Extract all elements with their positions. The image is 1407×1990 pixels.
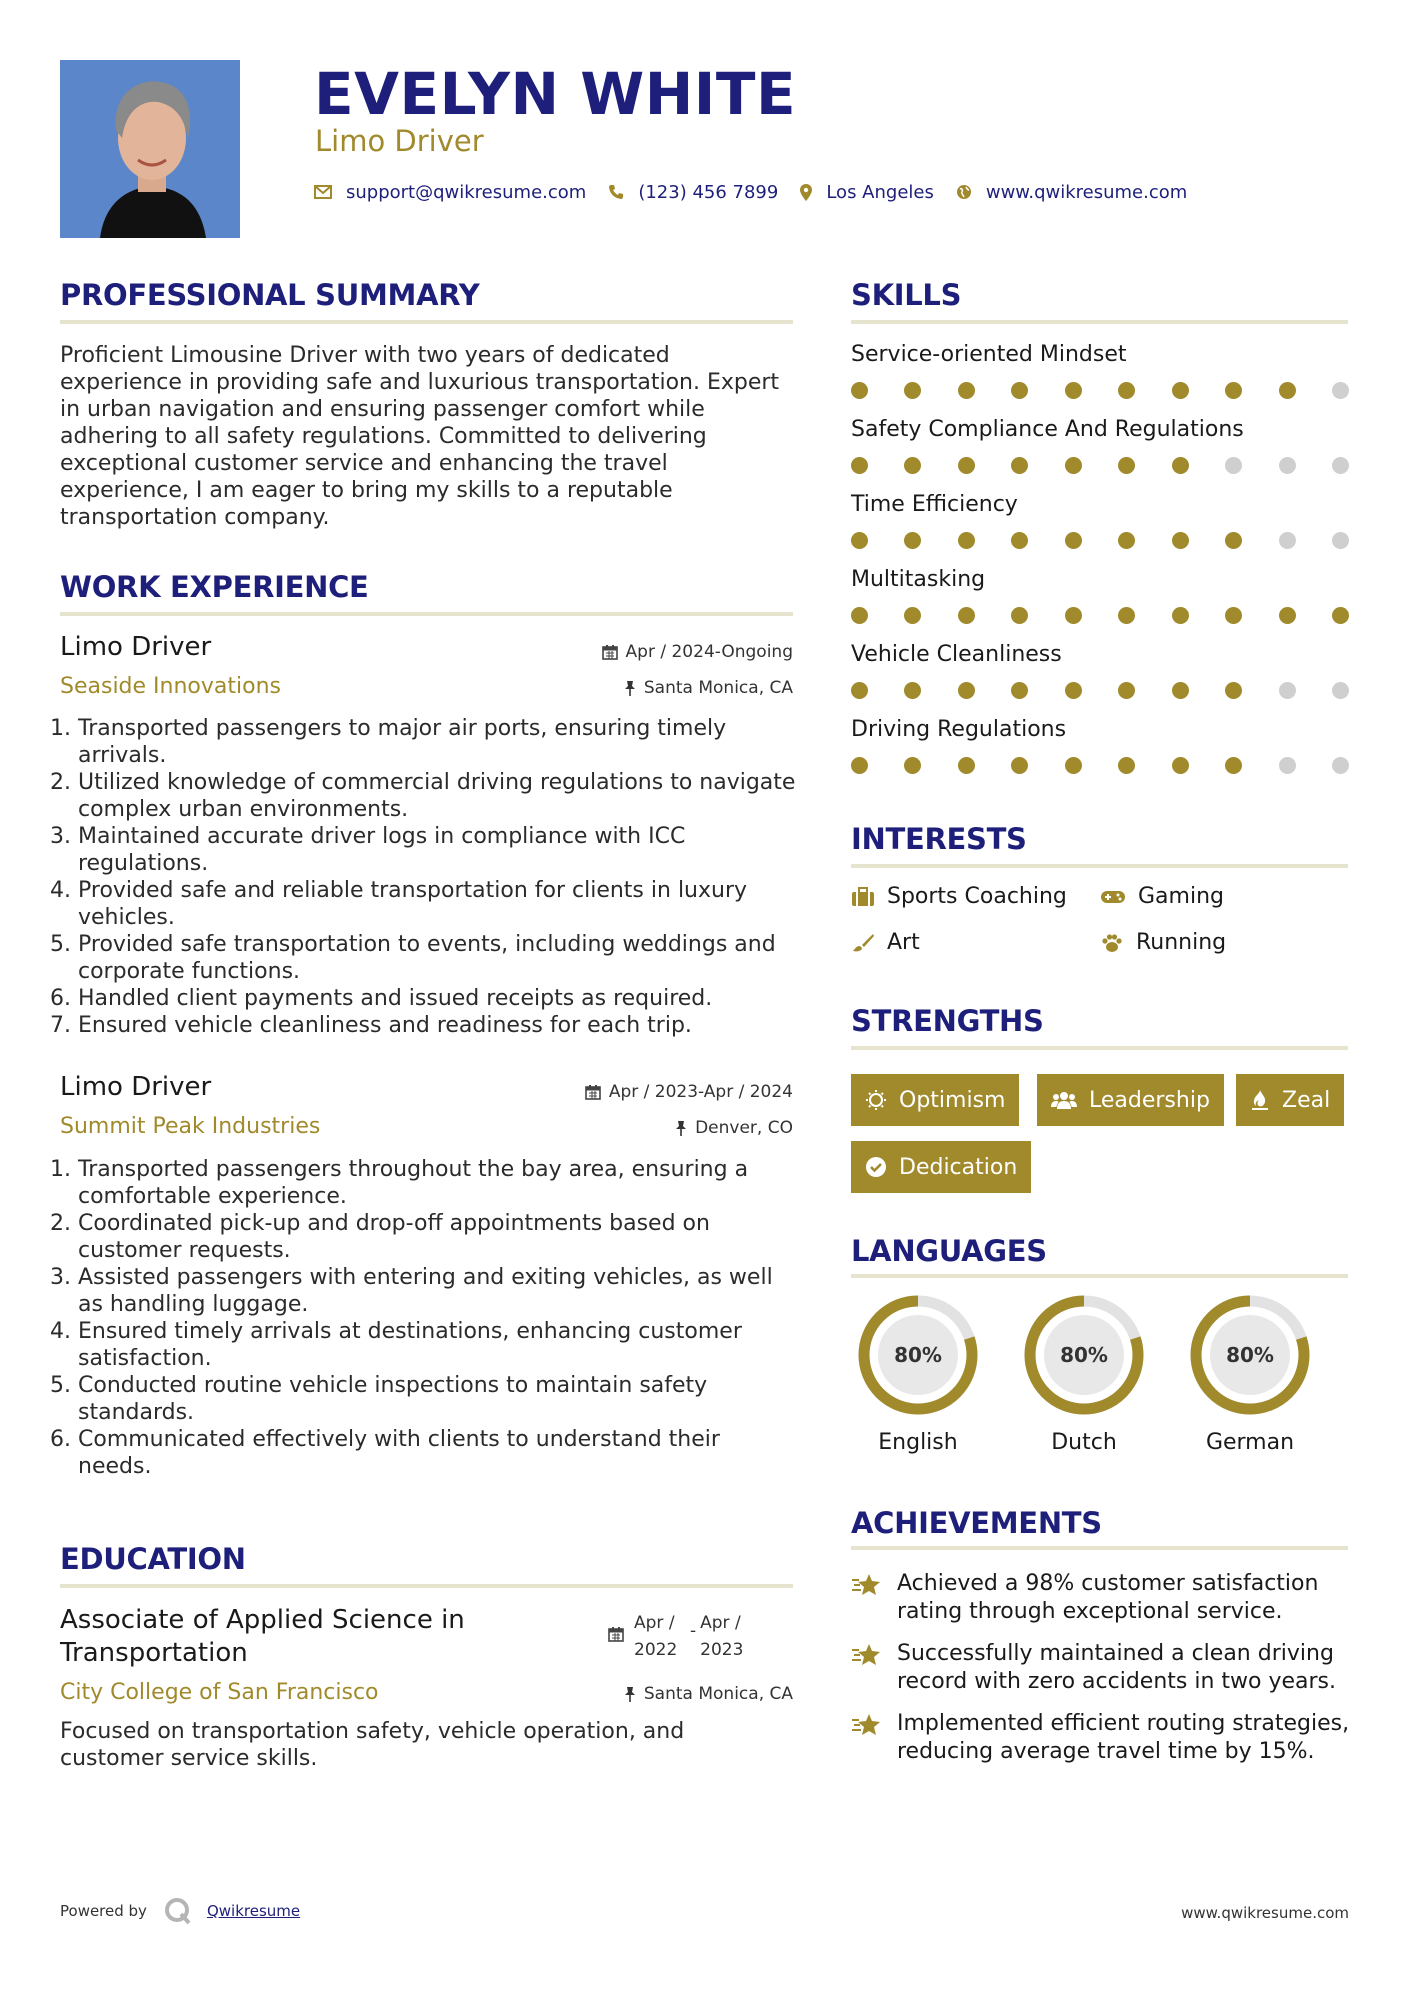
skill-rating [851,757,1349,775]
rating-dot-filled [1225,682,1242,699]
skills-rule [851,320,1348,324]
list-item: 4. Provided safe and reliable transportation for clients in luxury vehicles. [78,877,800,931]
job-location [60,1118,793,1138]
skills-heading: SKILLS [851,278,962,312]
rating-dot-empty [1332,382,1349,399]
list-item: 6. Communicated effectively with clients to understand their needs. [78,1426,800,1480]
rating-dot-filled [1065,532,1082,549]
languages-heading: LANGUAGES [851,1234,1047,1268]
job-bullets [60,715,800,1039]
rating-dot-empty [1279,457,1296,474]
achievement-item [851,1710,1351,1766]
rating-dot-filled [1011,532,1028,549]
education-description: Focused on transportation safety, vehicle operation, and customer service skills. [60,1719,685,1771]
contact-location [800,182,934,203]
job-company: Summit Peak Industries [60,1114,321,1139]
list-item: 2. Utilized knowledge of commercial driving regulations to navigate complex urban environments. [78,769,800,823]
strength-label: Dedication [899,1154,1018,1180]
language-gauge [848,1292,988,1422]
location-text: Los Angeles [826,181,934,203]
rating-dot-filled [1172,757,1189,774]
education-date-start: Apr / 2022 [634,1613,678,1660]
profile-photo [60,60,240,238]
rating-dot-filled [1225,382,1242,399]
star-icon [851,1642,883,1668]
qwikresume-logo-icon [163,1896,193,1926]
rating-dot-filled [1011,682,1028,699]
rating-dot-filled [851,457,868,474]
skill-rating [851,607,1349,625]
map-pin-icon [800,184,812,201]
rating-dot-filled [1172,607,1189,624]
experience-rule [60,612,793,616]
strengths-heading: STRENGTHS [851,1004,1044,1038]
rating-dot-filled [851,757,868,774]
rating-dot-filled [1225,607,1242,624]
rating-dot-filled [1118,457,1135,474]
achievements-heading: ACHIEVEMENTS [851,1506,1102,1540]
rating-dot-empty [1225,457,1242,474]
interest-item [851,884,1067,909]
list-item: 6. Handled client payments and issued receipts as required. [78,985,800,1012]
interest-item [1100,884,1224,909]
rating-dot-filled [1172,532,1189,549]
rating-dot-empty [1279,682,1296,699]
job-location-text: Denver, CO [695,1118,793,1138]
skill-name: Service-oriented Mindset [851,342,1127,367]
skill-name: Safety Compliance And Regulations [851,417,1244,442]
skill-rating [851,682,1349,700]
rating-dot-filled [1011,382,1028,399]
briefcase-icon [851,887,875,907]
skill-rating [851,382,1349,400]
rating-dot-filled [904,757,921,774]
calendar-icon [585,1084,601,1100]
contact-bar [314,180,1209,204]
rating-dot-empty [1279,757,1296,774]
strength-label: Zeal [1282,1087,1331,1113]
rating-dot-filled [904,457,921,474]
star-icon [851,1572,883,1598]
rating-dot-filled [851,532,868,549]
qwikresume-link[interactable]: Qwikresume [206,1902,301,1920]
language-percent: 80% [1226,1343,1274,1367]
rating-dot-filled [1011,607,1028,624]
education-date-end: Apr / 2023 [700,1613,744,1660]
strength-tag [1236,1074,1344,1126]
interest-label: Sports Coaching [887,884,1067,909]
rating-dot-filled [904,607,921,624]
rating-dot-filled [1118,682,1135,699]
sun-icon [865,1089,887,1111]
list-item: 1. Transported passengers throughout the bay area, ensuring a comfortable experience. [78,1156,800,1210]
website-text: www.qwikresume.com [985,181,1188,203]
language-ring [1187,1292,1313,1418]
skill-rating [851,457,1349,475]
list-item: 4. Ensured timely arrivals at destinations, enhancing customer satisfaction. [78,1318,800,1372]
education-rule [60,1584,793,1588]
education-school: City College of San Francisco [60,1680,379,1705]
calendar-icon [608,1626,624,1642]
summary-rule [60,320,793,324]
education-location [60,1684,793,1704]
list-item: 7. Ensured vehicle cleanliness and readiness for each trip. [78,1012,800,1039]
rating-dot-filled [851,607,868,624]
rating-dot-empty [1332,757,1349,774]
rating-dot-filled [958,457,975,474]
phone-icon [608,184,624,200]
candidate-name: EVELYN WHITE [314,60,797,128]
rating-dot-filled [958,682,975,699]
rating-dot-filled [1172,682,1189,699]
interest-label: Running [1136,930,1227,955]
skill-rating [851,532,1349,550]
job-location-text: Santa Monica, CA [643,678,793,698]
strength-tag [851,1141,1031,1193]
users-icon [1051,1090,1077,1110]
email-text: support@qwikresume.com [346,181,587,203]
rating-dot-filled [1011,757,1028,774]
job-dates-text: Apr / 2024-Ongoing [625,642,793,662]
list-item: 2. Coordinated pick-up and drop-off appointments based on customer requests. [78,1210,800,1264]
rating-dot-filled [1065,682,1082,699]
footer-powered-by [60,1896,300,1926]
rating-dot-filled [904,382,921,399]
language-ring [1021,1292,1147,1418]
language-percent: 80% [1060,1343,1108,1367]
language-name: German [1205,1430,1295,1455]
strengths-rule [851,1046,1348,1050]
rating-dot-filled [958,382,975,399]
rating-dot-filled [1011,457,1028,474]
pushpin-icon [675,1120,687,1136]
language-ring [855,1292,981,1418]
calendar-icon [602,644,618,660]
candidate-title: Limo Driver [315,124,484,158]
language-gauge [1180,1292,1320,1422]
interests-heading: INTERESTS [851,822,1027,856]
fire-icon [1250,1089,1270,1111]
interest-item [851,930,920,955]
rating-dot-filled [1065,757,1082,774]
language-percent: 80% [894,1343,942,1367]
job-dates-text: Apr / 2023-Apr / 2024 [608,1082,793,1102]
rating-dot-filled [904,532,921,549]
rating-dot-filled [1118,382,1135,399]
rating-dot-filled [851,682,868,699]
contact-email[interactable] [314,182,586,203]
achievement-text: Implemented efficient routing strategies, reducing average travel time by 15%. [897,1711,1350,1764]
rating-dot-filled [1065,607,1082,624]
languages-rule [851,1274,1348,1278]
rating-dot-filled [851,382,868,399]
strength-tag [1037,1074,1224,1126]
education-heading: EDUCATION [60,1542,246,1576]
skill-name: Driving Regulations [851,717,1067,742]
rating-dot-filled [1065,457,1082,474]
education-degree: Associate of Applied Science in Transportation [60,1605,465,1668]
interest-label: Art [887,930,920,955]
brush-icon [851,933,875,953]
rating-dot-filled [1118,757,1135,774]
summary-heading: PROFESSIONAL SUMMARY [60,278,480,312]
footer-site[interactable]: www.qwikresume.com [1181,1904,1349,1922]
rating-dot-filled [904,682,921,699]
rating-dot-filled [1172,382,1189,399]
job-dates [60,1082,793,1102]
interests-rule [851,864,1348,868]
skill-name: Multitasking [851,567,986,592]
education-date-sep: - [690,1621,697,1641]
rating-dot-filled [958,532,975,549]
strength-tag [851,1074,1019,1126]
rating-dot-empty [1279,532,1296,549]
globe-icon [956,184,972,200]
powered-by-text: Powered by [60,1902,147,1920]
education-location-text: Santa Monica, CA [643,1684,793,1704]
pushpin-icon [624,680,636,696]
check-circle-icon [865,1156,887,1178]
rating-dot-empty [1332,457,1349,474]
rating-dot-filled [1118,607,1135,624]
strength-label: Optimism [899,1087,1006,1113]
skill-name: Vehicle Cleanliness [851,642,1062,667]
job-bullets [60,1156,800,1480]
list-item: 3. Assisted passengers with entering and exiting vehicles, as well as handling luggage. [78,1264,800,1318]
achievement-text: Achieved a 98% customer satisfaction rating through exceptional service. [897,1571,1319,1624]
language-name: English [878,1430,958,1455]
list-item: 1. Transported passengers to major air ports, ensuring timely arrivals. [78,715,800,769]
rating-dot-filled [1279,382,1296,399]
language-name: Dutch [1051,1430,1117,1455]
rating-dot-filled [1332,607,1349,624]
star-icon [851,1712,883,1738]
rating-dot-filled [1225,532,1242,549]
rating-dot-filled [1279,607,1296,624]
gamepad-icon [1100,889,1126,905]
contact-phone[interactable] [608,182,778,203]
rating-dot-filled [1118,532,1135,549]
achievement-text: Successfully maintained a clean driving record with zero accidents in two years. [897,1641,1337,1694]
contact-website[interactable] [956,182,1187,203]
achievements-rule [851,1546,1348,1550]
rating-dot-filled [1225,757,1242,774]
list-item: 5. Conducted routine vehicle inspections to maintain safety standards. [78,1372,800,1426]
job-title: Limo Driver [60,1072,212,1102]
envelope-icon [314,185,332,199]
skill-name: Time Efficiency [851,492,1018,517]
job-dates [60,642,793,662]
education-dates [608,1610,756,1664]
strength-label: Leadership [1089,1087,1210,1113]
interest-label: Gaming [1138,884,1224,909]
phone-text: (123) 456 7899 [638,181,779,203]
rating-dot-filled [958,757,975,774]
pushpin-icon [624,1686,636,1702]
rating-dot-empty [1332,682,1349,699]
job-title: Limo Driver [60,632,212,662]
job-company: Seaside Innovations [60,674,281,699]
achievement-item [851,1570,1351,1626]
rating-dot-filled [1065,382,1082,399]
interest-item [1100,930,1226,955]
rating-dot-filled [1172,457,1189,474]
achievement-item [851,1640,1351,1696]
rating-dot-filled [958,607,975,624]
language-gauge [1014,1292,1154,1422]
list-item: 3. Maintained accurate driver logs in compliance with ICC regulations. [78,823,800,877]
summary-text: Proficient Limousine Driver with two years of dedicated experience in providing safe and luxurious transportation. Expert in urban navigation and ensuring passenger comfort while adhering to all safety regulations. Committed to delivering exceptional customer service and enhancing the travel experience, I am eager to bring my skills to a reputable transportation company. [60,343,780,530]
paw-icon [1100,933,1124,953]
experience-heading: WORK EXPERIENCE [60,570,369,604]
job-location [60,678,793,698]
rating-dot-empty [1332,532,1349,549]
list-item: 5. Provided safe transportation to events, including weddings and corporate functions. [78,931,800,985]
